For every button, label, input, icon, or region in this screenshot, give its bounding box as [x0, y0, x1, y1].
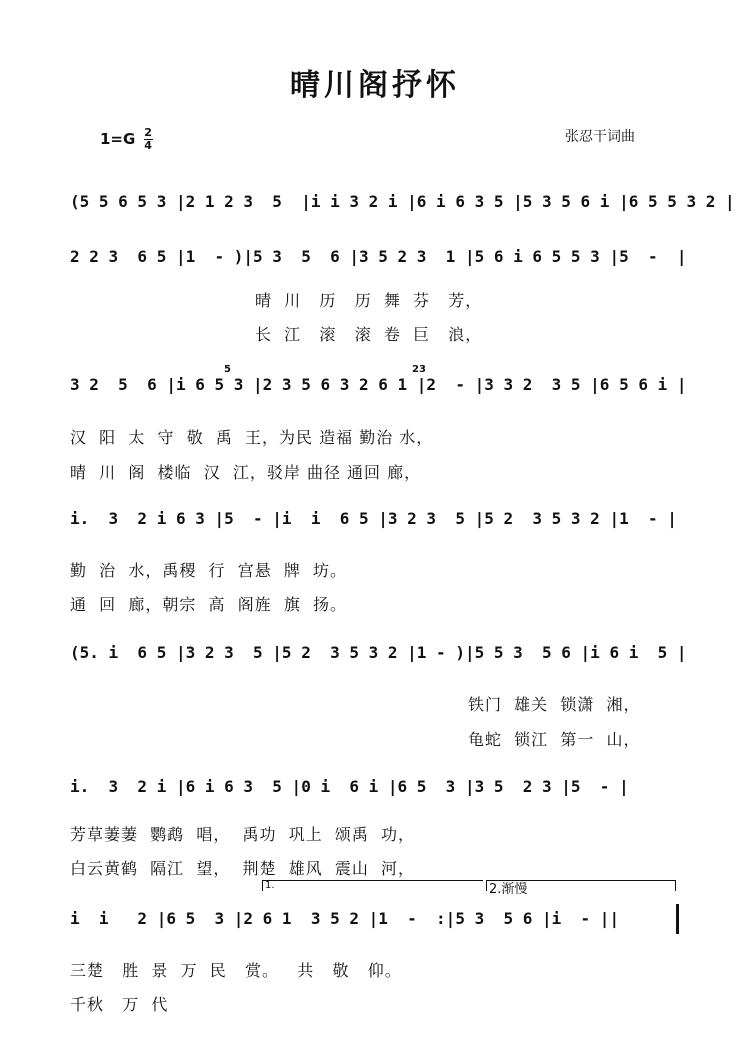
staff-line-6: i. 3 2 i |6 i 6 3 5 |0 i 6 i |6 5 3 |3 5 2 3 |5 - | — [70, 777, 629, 796]
volta-1-label: 1. — [265, 880, 275, 891]
lyric-line-11: 三楚 胜 景 万 民 赏。 共 敬 仰。 — [70, 961, 402, 980]
lyric-line-12: 千秋 万 代 — [70, 995, 169, 1014]
key-label: 1=G — [100, 130, 136, 148]
lyric-line-3: 汉 阳 太 守 敬 禹 王，为民 造福 勤治 水， — [70, 428, 434, 447]
song-title: 晴川阁抒怀 — [290, 68, 460, 103]
volta-2-label: 2.渐慢 — [489, 882, 528, 897]
staff-line-7: i i 2 |6 5 3 |2 6 1 3 5 2 |1 - :|5 3 5 6 |i - || — [70, 909, 620, 928]
lyric-line-4: 晴 川 阁 楼临 汉 江，驳岸 曲径 通回 廊， — [70, 463, 422, 482]
time-signature — [144, 128, 153, 151]
final-barline — [676, 904, 679, 934]
time-numerator: 2 — [144, 126, 152, 139]
staff-line-2: 2 2 3 6 5 |1 - )|5 3 5 6 |3 5 2 3 1 |5 6 i 6 5 5 3 |5 - | — [70, 247, 687, 266]
staff-line-1: (5 5 6 5 3 |2 1 2 3 5 |i i 3 2 i |6 i 6 3 5 |5 3 5 6 i |6 5 5 3 2 | — [70, 192, 735, 211]
staff-line-5: (5. i 6 5 |3 2 3 5 |5 2 3 5 3 2 |1 - )|5 5 3 5 6 |i 6 i 5 | — [70, 643, 687, 662]
lyric-line-9: 芳草萋萋 鹦鹉 唱， 禹功 巩上 颂禹 功， — [70, 825, 416, 844]
staff-line-3: 3 2 5 6 |i 6 5 3 |2 3 5 6 3 2 6 1 |2 - |3 3 2 3 5 |6 5 6 i | — [70, 375, 687, 394]
lyric-line-10: 白云黄鹤 隔江 望， 荆楚 雄风 震山 河， — [70, 859, 416, 878]
lyric-line-1: 晴 川 历 历 舞 芬 芳， — [255, 291, 483, 310]
lyric-line-6: 通 回 廊，朝宗 高 阁旌 旗 扬。 — [70, 595, 348, 614]
lyric-line-2: 长 江 滚 滚 卷 巨 浪， — [255, 325, 483, 344]
grace-note-1: 5 — [224, 364, 231, 375]
staff-line-4: i. 3 2 i 6 3 |5 - |i i 6 5 |3 2 3 5 |5 2 3 5 3 2 |1 - | — [70, 509, 677, 528]
key-signature — [100, 128, 153, 151]
composer-credit: 张忍干词曲 — [565, 129, 635, 145]
lyric-line-7: 铁门 雄关 锁潇 湘， — [468, 695, 641, 714]
lyric-line-8: 龟蛇 锁江 第一 山， — [468, 730, 641, 749]
lyric-line-5: 勤 治 水，禹稷 行 宫悬 牌 坊。 — [70, 561, 348, 580]
grace-note-2: 23 — [412, 364, 426, 375]
volta-1-bracket — [262, 880, 483, 891]
time-denominator: 4 — [144, 139, 152, 152]
